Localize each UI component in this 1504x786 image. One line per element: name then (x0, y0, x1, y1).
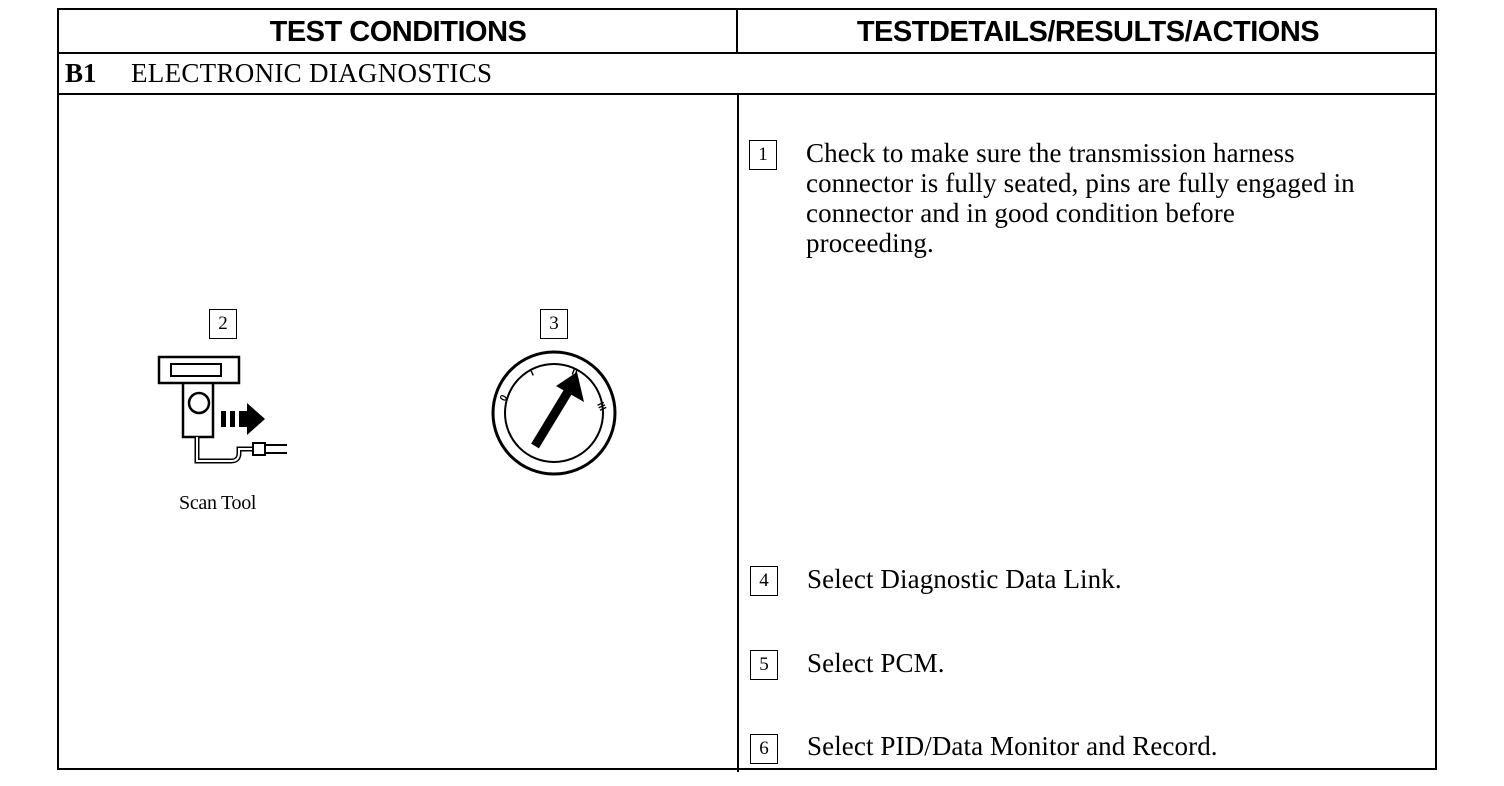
column-divider (737, 95, 739, 772)
section-code: B1 (65, 58, 97, 88)
action-1-line-2: connector is fully seated, pins are fully engaged in (806, 168, 1355, 198)
action-text-5: Select PCM. (807, 648, 945, 678)
section-row (59, 52, 1435, 95)
action-number-6: 6 (750, 734, 778, 764)
step-number-3: 3 (540, 309, 568, 339)
test-table (57, 8, 1437, 770)
action-text-6: Select PID/Data Monitor and Record. (807, 731, 1218, 761)
scan-tool-icon (155, 353, 295, 468)
step-number-2: 2 (209, 309, 237, 339)
position-1: I (528, 367, 536, 379)
position-2: II (569, 366, 579, 379)
scan-tool-caption: Scan Tool (179, 492, 257, 514)
header-test-details: TESTDETAILS/RESULTS/ACTIONS (856, 16, 1320, 48)
header-test-conditions: TEST CONDITIONS (269, 16, 527, 48)
action-number-5: 5 (750, 650, 778, 680)
action-1-line-4: proceeding. (806, 228, 934, 258)
action-number-4: 4 (750, 566, 778, 596)
table-header (59, 10, 1435, 54)
position-3: III (594, 400, 608, 413)
section-title: ELECTRONIC DIAGNOSTICS (131, 58, 493, 88)
position-0: 0 (498, 393, 511, 404)
action-1-line-1: Check to make sure the transmission harness (806, 138, 1295, 168)
ignition-position-labels (491, 350, 617, 476)
action-number-1: 1 (749, 140, 777, 170)
action-text-4: Select Diagnostic Data Link. (807, 564, 1122, 594)
action-1-line-3: connector and in good condition before (806, 198, 1235, 228)
header-divider (736, 10, 738, 52)
action-text-1 (806, 138, 1426, 258)
